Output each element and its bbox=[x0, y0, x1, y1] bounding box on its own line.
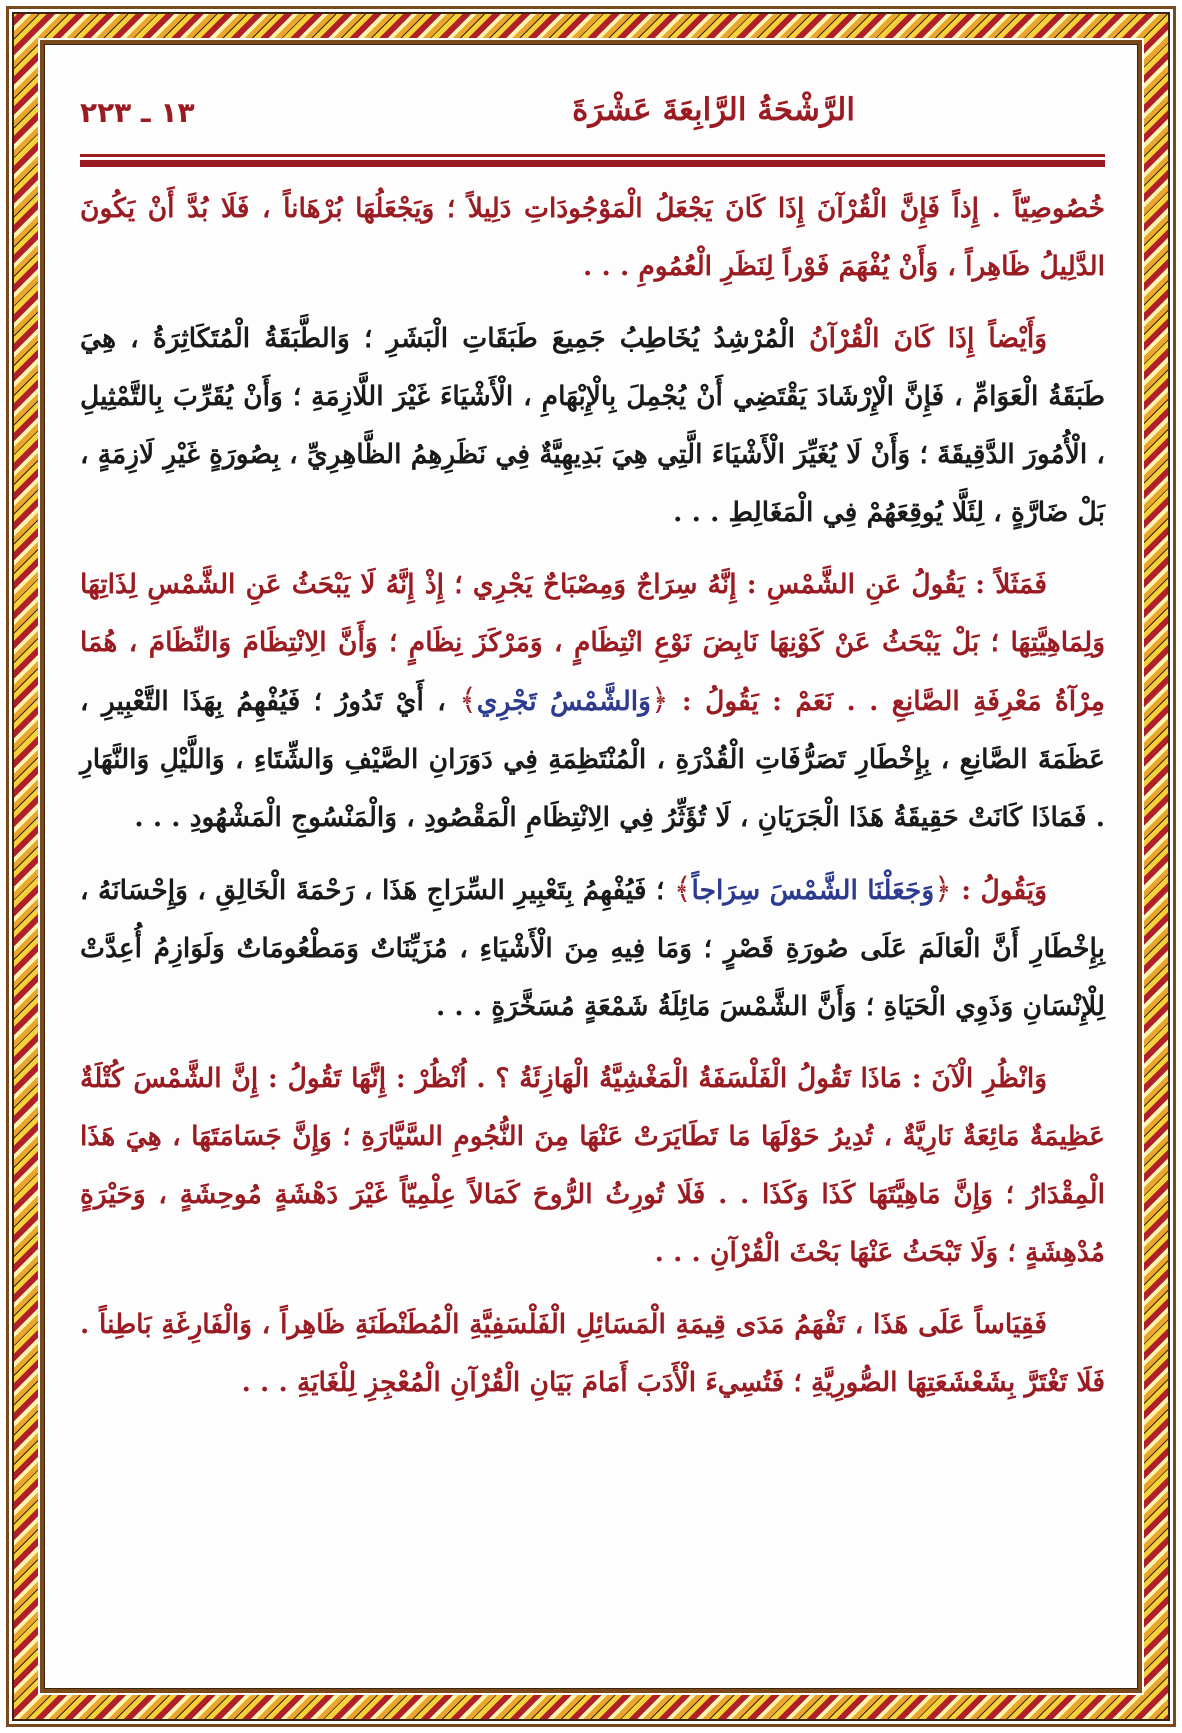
quran-bracket-close-icon: ﴾ bbox=[459, 683, 477, 718]
text-segment: ؛ فَيُفْهِمُ بِتَعْبِيرِ السِّرَاجِ هَذَا ، رَحْمَةَ الْخَالِقِ ، وَإِحْسَانَهُ ، بِإِخْطَارِ أَنَّ الْعَالَمَ عَلَى صُورَةِ قَصْرٍ ؛ وَمَا فِيهِ مِنَ الْأَشْيَاءِ ، مُزَيِّنَاتٌ وَمَطْعُومَاتٌ وَلَوَازِمُ أُعِدَّتْ لِلْإِنْسَانِ وَذَوِي الْحَيَاةِ ؛ وَأَنَّ الشَّمْسَ مَائِلَةُ شَمْعَةٍ مُسَخَّرَةٍ . . . bbox=[80, 875, 1105, 1022]
text-segment: وَانْظُرِ الْآنَ : مَاذَا تَقُولُ الْفَلْسَفَةُ الْمَغْشِيَّةُ الْهَازِئَةُ ؟ . اُنْظُرْ : إِنَّهَا تَقُولُ : إِنَّ الشَّمْسَ كُتْلَةٌ عَظِيمَةٌ مَائِعَةٌ نَارِيَّةٌ ، تُدِيرُ حَوْلَهَا مَا تَطَايَرَتْ عَنْهَا مِنَ النُّجُومِ السَّيَّارَةِ ؛ وَإِنَّ جَسَامَتَهَا ، هِيَ هَذَا الْمِقْدَارُ ؛ وَإِنَّ مَاهِيَّتَهَا كَذَا وَكَذَا . . فَلَا تُورِثُ الرُّوحَ كَمَالاً عِلْمِيّاً غَيْرَ دَهْشَةٍ مُوحِشَةٍ ، وَحَيْرَةٍ مُدْهِشَةٍ ؛ وَلَا تَبْحَثُ عَنْهَا بَحْثَ الْقُرْآنِ . . . bbox=[80, 1063, 1105, 1268]
text-segment: فَقِيَاساً عَلَى هَذَا ، تَفْهَمُ مَدَى قِيمَةِ الْمَسَائِلِ الْفَلْسَفِيَّةِ الْمُطَنْطَنَةِ ظَاهِراً ، وَالْفَارِغَةِ بَاطِناً . فَلَا تَغْتَرَّ بِشَعْشَعَتِهَا الصُّورِيَّةِ ؛ فَتُسِيءَ الْأَدَبَ أَمَامَ بَيَانِ الْقُرْآنِ الْمُعْجِزِ لِلْغَايَةِ . . . bbox=[80, 1309, 1105, 1398]
paragraph-6 bbox=[80, 1296, 1105, 1412]
text-segment: وَيَقُولُ : bbox=[951, 875, 1047, 906]
header-rule-thin bbox=[80, 154, 1105, 157]
page-content bbox=[80, 80, 1105, 1426]
quran-bracket-close-icon: ﴾ bbox=[673, 872, 692, 907]
quran-bracket-open-icon: ﴿ bbox=[650, 683, 669, 718]
body-text bbox=[80, 180, 1105, 1412]
text-segment: الْمُرْشِدُ يُخَاطِبُ جَمِيعَ طَبَقَاتِ الْبَشَرِ ؛ وَالطَّبَقَةُ الْمُتَكَاثِرَةُ ، هِيَ طَبَقَةُ الْعَوَامِّ ، فَإِنَّ الْإِرْشَادَ يَقْتَضِي أَنْ يُجْمِلَ بِالْإِبْهَامِ ، الْأَشْيَاءَ غَيْرَ اللَّازِمَةِ ؛ وَأَنْ يُقَرِّبَ بِالتَّمْثِيلِ ، الْأُمُورَ الدَّقِيقَةَ ؛ وَأَنْ لَا يُغَيِّرَ الْأَشْيَاءَ الَّتِي هِيَ بَدِيهِيَّةٌ فِي نَظَرِهِمُ الظَّاهِرِيِّ ، بِصُورَةٍ غَيْرِ لَازِمَةٍ ، بَلْ ضَارَّةٍ ، لِئَلَّا يُوقِعَهُمْ فِي الْمَغَالِطِ . . . bbox=[80, 323, 1105, 528]
text-segment: خُصُوصِيّاً . إِذاً فَإِنَّ الْقُرْآنَ إِذَا كَانَ يَجْعَلُ الْمَوْجُودَاتِ دَلِيلاً ؛ وَيَجْعَلُهَا بُرْهَاناً ، فَلَا بُدَّ أَنْ يَكُونَ الدَّلِيلُ ظَاهِراً ، وَأَنْ يُفْهَمَ فَوْراً لِنَظَرِ الْعُمُومِ . . . bbox=[80, 193, 1105, 282]
text-segment: ، أَيْ تَدُورُ ؛ فَيُفْهِمُ بِهَذَا التَّعْبِيرِ ، عَظَمَةَ الصَّانِعِ ، بِإِخْطَارِ تَصَرُّفَاتِ الْقُدْرَةِ ، الْمُنْتَظِمَةِ فِي دَوَرَانِ الصَّيْفِ وَالشِّتَاءِ ، وَاللَّيْلِ وَالنَّهَارِ . فَمَاذَا كَانَتْ حَقِيقَةُ هَذَا الْجَرَيَانِ ، لَا تُؤَثِّرُ فِي الِانْتِظَامِ الْمَقْصُودِ ، وَالْمَنْسُوجِ الْمَشْهُودِ . . . bbox=[80, 686, 1105, 833]
paragraph-3 bbox=[80, 556, 1105, 847]
page-number: ١٣ ـ ٢٢٣ bbox=[80, 96, 195, 129]
paragraph-2 bbox=[80, 310, 1105, 542]
paragraph-4 bbox=[80, 861, 1105, 1036]
chapter-title: الرَّشْحَةُ الرَّابِعَةَ عَشْرَةَ bbox=[572, 92, 855, 128]
quran-verse: وَجَعَلْنَا الشَّمْسَ سِرَاجاً bbox=[691, 875, 935, 906]
quran-verse: وَالشَّمْسُ تَجْرِي bbox=[476, 686, 651, 717]
paragraph-5 bbox=[80, 1050, 1105, 1282]
text-segment: وَأَيْضاً إِذَا كَانَ الْقُرْآنُ bbox=[809, 323, 1047, 354]
text-segment: فَمَثَلاً : يَقُولُ عَنِ الشَّمْسِ : إِنَّهُ سِرَاجٌ وَمِصْبَاحٌ يَجْرِي ؛ إِذْ إِنَّهُ لَا يَبْحَثُ عَنِ الشَّمْسِ لِذَاتِهَا وَلِمَاهِيَّتِهَا ؛ بَلْ يَبْحَثُ عَنْ كَوْنِهَا نَابِضَ نَوْعِ انْتِظَامٍ ، وَمَرْكَزَ نِظَامٍ ؛ وَأَنَّ الِانْتِظَامَ وَالنِّظَامَ ، هُمَا مِرْآةُ مَعْرِفَةِ الصَّانِعِ . . نَعَمْ : يَقُولُ : bbox=[80, 569, 1105, 717]
quran-bracket-open-icon: ﴿ bbox=[934, 872, 952, 907]
paragraph-1 bbox=[80, 180, 1105, 296]
header-rule-thick bbox=[80, 160, 1105, 167]
page-header bbox=[80, 80, 1105, 162]
